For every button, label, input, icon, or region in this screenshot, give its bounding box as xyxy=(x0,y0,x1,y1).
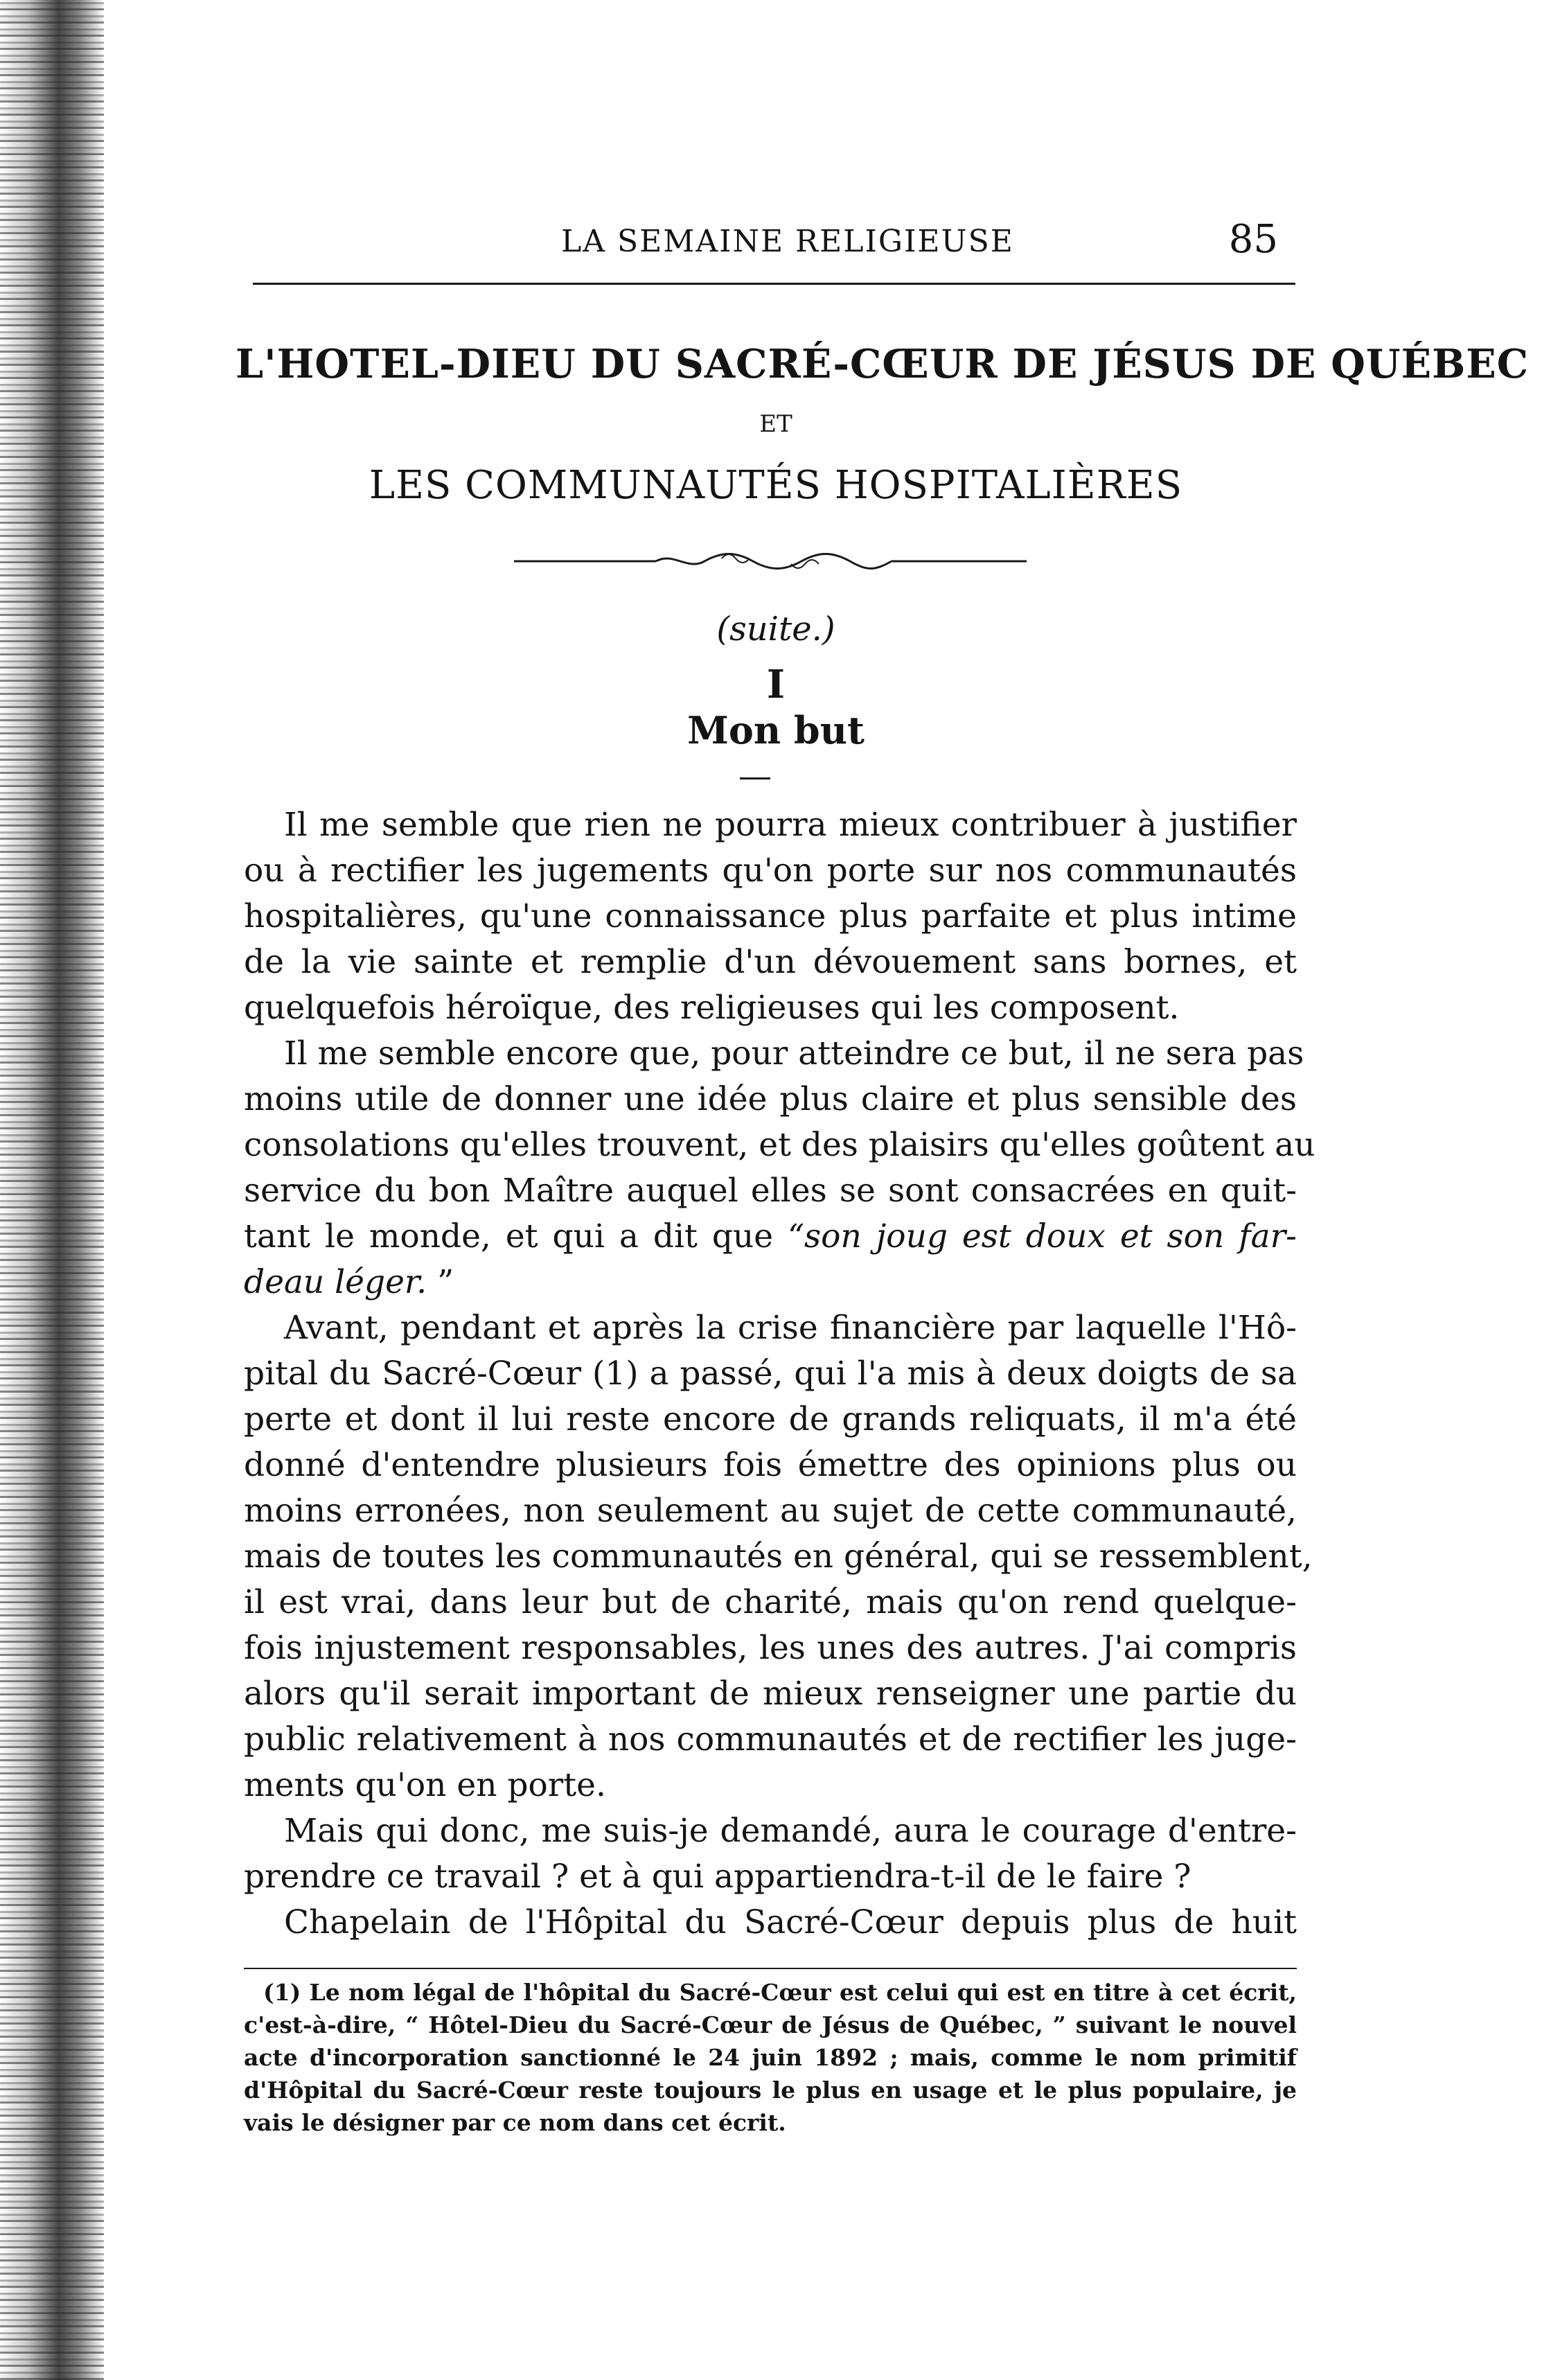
body-line: quelquefois héroïque, des religieuses qui les composent. xyxy=(244,989,1180,1027)
section-heading: Mon but xyxy=(687,708,865,752)
body-line: moins utile de donner une idée plus claire et plus sensible des xyxy=(244,1080,1297,1118)
body-line: mais de toutes les communautés en général, qui se ressemblent, xyxy=(244,1537,1313,1576)
body-line: ou à rectifier les jugements qu'on porte sur nos communautés xyxy=(244,852,1297,890)
body-line: public relativement à nos communautés et de rectifier les juge- xyxy=(244,1720,1297,1758)
body-line: hospitalières, qu'une connaissance plus parfaite et plus intime xyxy=(244,897,1297,935)
body-line xyxy=(244,1214,1297,1260)
body-line: Il me semble que rien ne pourra mieux contribuer à justifier xyxy=(284,806,1297,844)
article-title: L'HOTEL-DIEU DU SACRÉ-CŒUR DE JÉSUS DE QUÉBEC xyxy=(236,341,1530,387)
continued-marker: (suite.) xyxy=(716,610,835,649)
body-line: consolations qu'elles trouvent, et des plaisirs qu'elles goûtent au xyxy=(244,1126,1315,1164)
page-number: 85 xyxy=(1228,217,1278,262)
body-line: Mais qui donc, me suis-je demandé, aura le courage d'entre- xyxy=(284,1812,1297,1850)
body-line: moins erronées, non seulement au sujet de cette communauté, xyxy=(244,1492,1297,1530)
closing-quote: ” xyxy=(437,1263,454,1301)
section-number: I xyxy=(766,662,786,707)
title-conjunction: ET xyxy=(759,410,792,438)
running-title: LA SEMAINE RELIGIEUSE xyxy=(561,224,1014,259)
body-line: pital du Sacré-Cœur (1) a passé, qui l'a mis à deux doigts de sa xyxy=(244,1355,1297,1393)
quotation-text: deau léger. xyxy=(244,1263,427,1301)
body-line: Il me semble encore que, pour atteindre ce but, il ne sera pas xyxy=(284,1034,1304,1073)
footnote-line: (1) Le nom légal de l'hôpital du Sacré-Cœur est celui qui est en titre à cet écrit, xyxy=(263,1979,1297,2006)
quotation-text: “son joug est doux et son far- xyxy=(788,1217,1297,1255)
body-line: Avant, pendant et après la crise financière par laquelle l'Hô- xyxy=(284,1309,1297,1347)
body-line: service du bon Maître auquel elles se sont consacrées en quit- xyxy=(244,1172,1297,1210)
article-subtitle: LES COMMUNAUTÉS HOSPITALIÈRES xyxy=(369,463,1183,508)
footnote-line: d'Hôpital du Sacré-Cœur reste toujours le plus en usage et le plus populaire, je xyxy=(244,2077,1297,2104)
body-line: Chapelain de l'Hôpital du Sacré-Cœur depuis plus de huit xyxy=(284,1903,1297,1941)
footnote-line: c'est-à-dire, “ Hôtel-Dieu du Sacré-Cœur de Jésus de Québec, ” suivant le nouvel xyxy=(244,2011,1297,2038)
body-line: alors qu'il serait important de mieux renseigner une partie du xyxy=(244,1675,1297,1713)
body-line: il est vrai, dans leur but de charité, mais qu'on rend quelque- xyxy=(244,1583,1297,1621)
body-line xyxy=(244,1260,1297,1305)
body-line: donné d'entendre plusieurs fois émettre des opinions plus ou xyxy=(244,1446,1297,1484)
body-line: de la vie sainte et remplie d'un dévouement sans bornes, et xyxy=(244,943,1297,981)
body-line: perte et dont il lui reste encore de grands reliquats, il m'a été xyxy=(244,1400,1297,1438)
body-line: fois injustement responsables, les unes des autres. J'ai compris xyxy=(244,1629,1297,1667)
footnote-line: acte d'incorporation sanctionné le 24 juin 1892 ; mais, comme le nom primitif xyxy=(244,2044,1297,2071)
footnote-rule xyxy=(244,1968,1297,1969)
body-line: ments qu'on en porte. xyxy=(244,1766,606,1804)
body-line: prendre ce travail ? et à qui appartiendra-t-il de le faire ? xyxy=(244,1858,1191,1896)
footnote-line: vais le désigner par ce nom dans cet écrit. xyxy=(244,2109,786,2136)
body-line-text: tant le monde, et qui a dit que xyxy=(244,1217,774,1255)
